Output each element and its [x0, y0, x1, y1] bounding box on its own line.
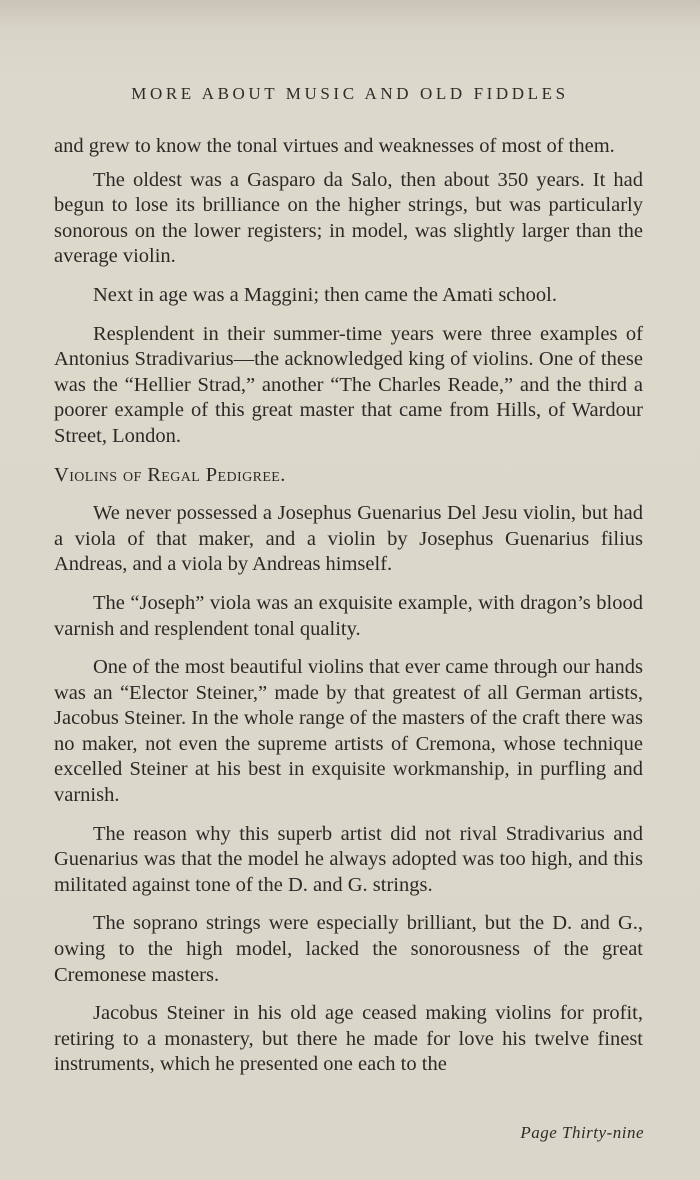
paragraph-elector-steiner: One of the most beautiful violins that ever came through our hands was an “Elector Steiner,” made by that greatest of all German artists, Jacobus Steiner. In the whole range of the masters of the craft there was no maker, not even the supreme artists of Cremona, whose technique excelled Steiner at his best in exquisite workmanship, in purfling and varnish. — [54, 656, 643, 807]
paragraph-gasparo-da-salo: The oldest was a Gasparo da Salo, then about 350 years. It had begun to lose its brilliance on the higher strings, but was particularly sonorous on the lower registers; in model, was slightly larger than the average violin. — [54, 168, 643, 268]
running-head-title: MORE ABOUT MUSIC AND OLD FIDDLES — [131, 84, 569, 103]
paragraph-guenarius: We never possessed a Josephus Guenarius Del Jesu violin, but had a viola of that maker, and a violin by Josephus Guenarius filius Andreas, and a viola by Andreas himself. — [54, 502, 643, 576]
paragraph-continuation: and grew to know the tonal virtues and weaknesses of most of them. — [54, 135, 615, 157]
paragraph-soprano-strings: The soprano strings were especially brilliant, but the D. and G., owing to the high model, lacked the sonorousness of the great Cremonese masters. — [54, 912, 643, 986]
body-text — [54, 134, 643, 1091]
section-heading: Violins of Regal Pedigree. — [54, 463, 286, 486]
paragraph-steiner-model: The reason why this superb artist did not rival Stradivarius and Guenarius was that the model he always adopted was too high, and this militated against tone of the D. and G. strings. — [54, 822, 643, 896]
paragraph-joseph-viola: The “Joseph” viola was an exquisite example, with dragon’s blood varnish and resplendent tonal quality. — [54, 591, 643, 640]
paragraph-maggini-amati: Next in age was a Maggini; then came the Amati school. — [93, 283, 557, 306]
paragraph-stradivarius: Resplendent in their summer-time years were three examples of Antonius Stradivarius—the acknowledged king of violins. One of these was the “Hellier Strad,” another “The Charles Reade,” and the third a poorer example of this great master that came from Hills, of Wardour Street, London. — [54, 322, 643, 447]
page-number: Page Thirty-nine — [520, 1123, 644, 1142]
paragraph-steiner-old-age: Jacobus Steiner in his old age ceased making violins for profit, retiring to a monastery, but there he made for love his twelve finest instruments, which he presented one each to the — [54, 1002, 643, 1076]
